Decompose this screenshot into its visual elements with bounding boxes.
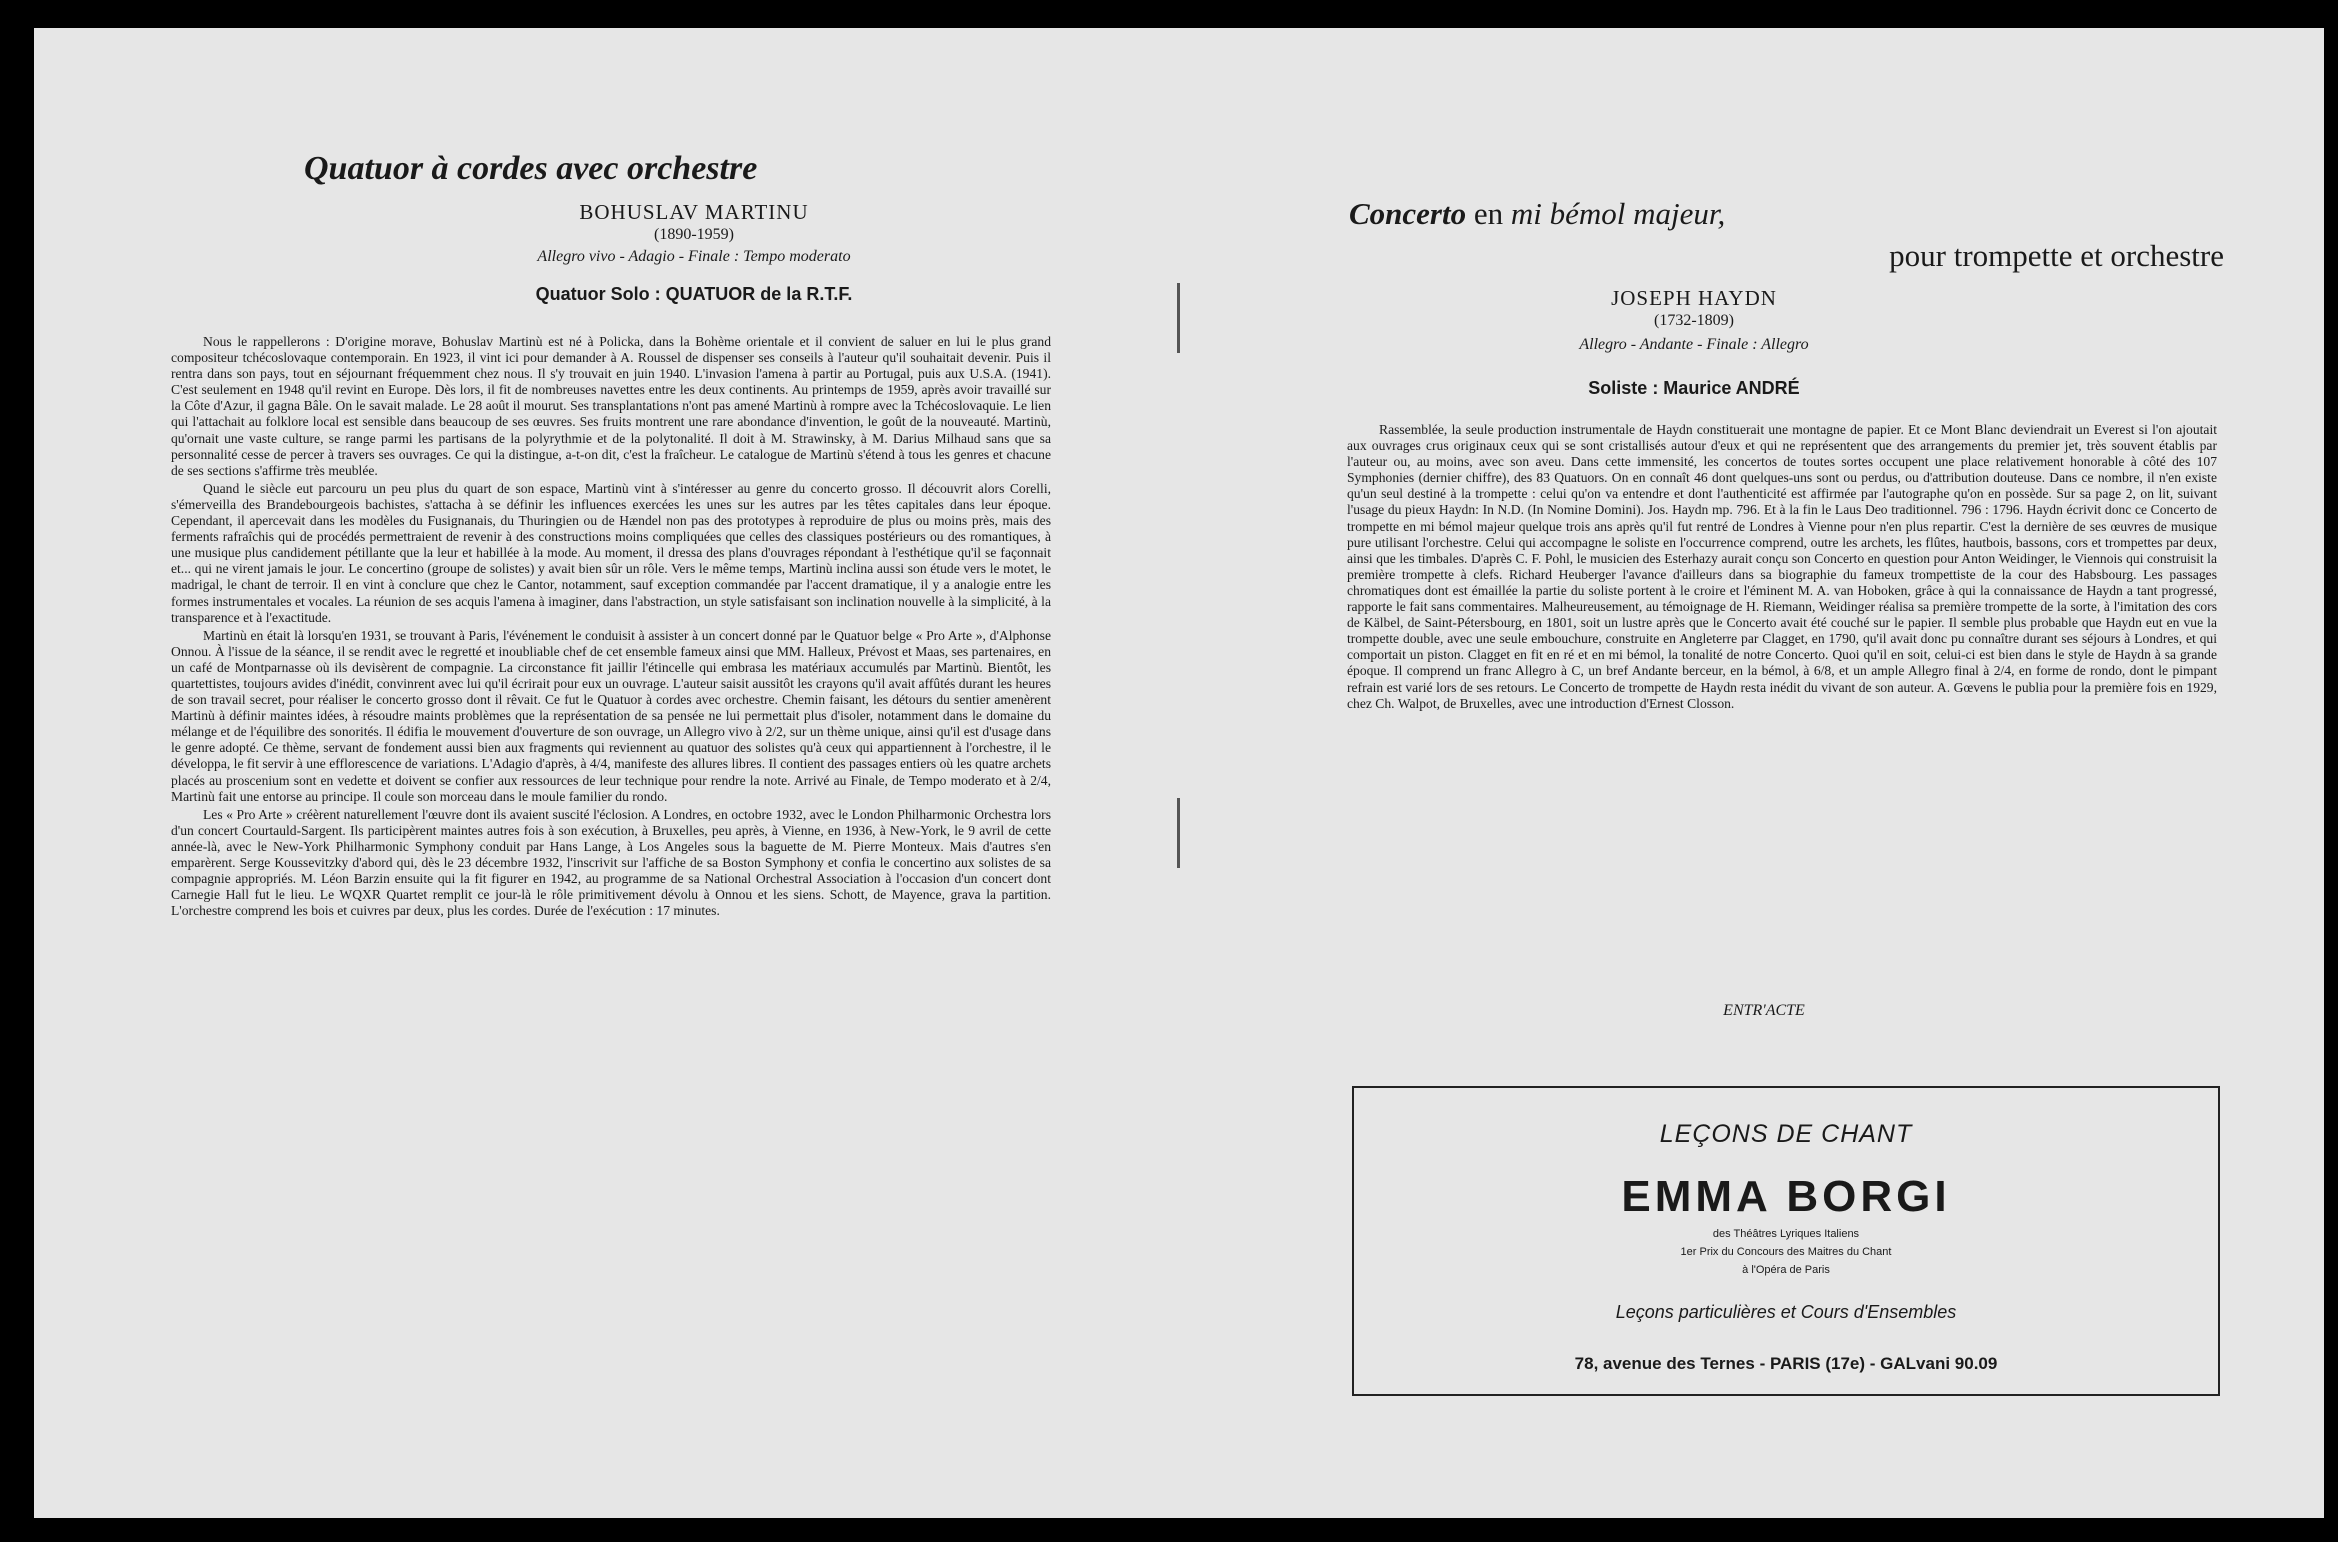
composer-name: JOSEPH HAYDN xyxy=(1611,286,1777,310)
program-notes xyxy=(171,334,1051,921)
ad-address: 78, avenue des Ternes - PARIS (17e) - GALvani 90.09 xyxy=(1574,1354,1998,1373)
intermission-label: ENTR'ACTE xyxy=(1723,1002,1805,1019)
notes-paragraph: Rassemblée, la seule production instrumentale de Haydn constituerait une montagne de papier. Et ce Mont Blanc deviendrait un Everest si l'on ajoutait aux ouvrages crus originaux ceux qui se sont cristallisés autour d'eux et qui ne représentent que des arrangements du premier jet, très souvent établis par l'auteur ou, au moins, avec son aveu. Dans cette immensité, les concertos de toutes sortes occupent une place relativement honorable à côté des 107 Symphonies (dernier chiffre), des 83 Quatuors. On en connaît 46 dont quelques-uns sont ou perdus, ou d'attribution douteuse. Dans ce nombre, il n'en existe qu'un seul destiné à la trompette : celui qu'on va entendre et dont l'authenticité est affirmée par l'autographe qu'on en possède. Sur sa page 2, on lit, suivant l'usage du pieux Haydn: In N.D. (In Nomine Domini). Jos. Haydn mp. 796. Et à la fin le Laus Deo traditionnel. 796 : 1796. Haydn écrivit donc ce Concerto de trompette en mi bémol majeur quelque trois ans après qu'il fut rentré de Londres à Vienne pour n'en plus repartir. C'est la dernière de ses œuvres de musique pure utilisant l'orchestre. Celui qui accompagne le soliste en l'occurrence comprend, outre les archets, les flûtes, hautbois, bassons, cors et trompettes par deux, ainsi que les timbales. D'après C. F. Pohl, le musicien des Esterhazy aurait conçu son Concerto en question pour Anton Weidinger, le Viennois qui construisit la première trompette à clefs. Richard Heuberger l'avance d'ailleurs dans sa biographie du fameux trompettiste de la cour des Habsbourg. Les passages chromatiques dont est émaillée la partie du soliste portent à le croire et l'éminent M. A. van Hoboken, grâce à qui la connaissance de Haydn a tant progressé, rapporte le fait sans commentaires. Malheureusement, au témoignage de H. Riemann, Weidinger réalisa sa première trompette de la sorte, à l'imitation des cors de Kälbel, de Saint-Pétersbourg, en 1801, soit un lustre après que le Concerto avait été couché sur le papier. Il semble plus probable que Haydn eut en vue la trompette double, avec une seule embouchure, construite en Angleterre par Clagget, en 1790, qu'il avait donc pu connaître durant ses séjours à Londres, et qui comportait un piston. Clagget en fit en ré et en mi bémol, la tonalité de notre Concerto. Quoi qu'il en soit, celui-ci est bien dans le style de Haydn à sa grande époque. Il comprend un franc Allegro à C, un bref Andante berceur, en la bémol, à 6/8, et un ample Allegro final à 2/4, en forme de rondo, dont le pimpant refrain est varié lors de ses retours. Le Concerto de trompette de Haydn resta inédit du vivant de son auteur. A. Gœvens le publia pour la première fois en 1929, chez Ch. Walpot, de Bruxelles, avec une introduction d'Ernest Closson. xyxy=(1347,422,2217,711)
ad-heading: LEÇONS DE CHANT xyxy=(1659,1120,1913,1148)
composer-dates: (1890-1959) xyxy=(654,226,734,243)
piece-subtitle: pour trompette et orchestre xyxy=(1889,238,2224,273)
ad-name: EMMA BORGI xyxy=(1621,1172,1951,1221)
notes-paragraph: Les « Pro Arte » créèrent naturellement l'œuvre dont ils avaient suscité l'éclosion. A Londres, en octobre 1932, avec le London Philharmonic Orchestra lors d'un concert Courtauld-Sargent. Ils participèrent maintes autres fois à son exécution, à Bruxelles, peu après, à Vienne, en 1936, à New-York, le 9 avril de cette année-là, avec le New-York Philharmonic Symphony conduit par Hans Lange, à Los Angeles sous la baguette de M. Pierre Monteux. Mais d'autres s'en emparèrent. Serge Koussevitzky d'abord qui, dès le 23 décembre 1932, l'inscrivit sur l'affiche de sa Boston Symphony et confia le concertino aux solistes de sa compagnie appropriés. M. Léon Barzin ensuite qui la fit figurer en 1942, au programme de sa National Orchestral Association à l'occasion d'un concert dont Carnegie Hall fut le lieu. Le WQXR Quartet remplit ce jour-là le rôle primitivement dévolu à Onnou et les siens. Schott, de Mayence, grava la partition. L'orchestre comprend les bois et cuivres par deux, plus les cordes. Durée de l'exécution : 17 minutes. xyxy=(171,806,1051,919)
movements: Allegro vivo - Adagio - Finale : Tempo moderato xyxy=(537,248,851,265)
soloist-line: Quatuor Solo : QUATUOR de la R.T.F. xyxy=(535,284,853,304)
program-notes xyxy=(1347,422,2217,712)
program-spread xyxy=(34,28,2324,1518)
notes-paragraph: Quand le siècle eut parcouru un peu plus du quart de son espace, Martinù vint à s'intéresser au genre du concerto grosso. Il découvrit alors Corelli, s'émerveilla des Brandebourgeois bachistes, s'attacha à se définir les influences exercées les unes sur les autres par les têtes capitales dans leur époque. Cependant, il apercevait dans les modèles du Fusignanais, du Thuringien ou de Hændel non pas des prototypes à reproduire de plus ou moins près, mais des ferments rafraîchis qui de procédés permettraient de revenir à des constructions moins compliquées que celles des classiques postérieurs ou des romantiques, à une musique plus candidement pétillante que la leur et habillée à la mode. Au moment, il dressa des plans d'ouvrages répondant à l'esthétique qu'il se façonnait et... qui ne virent jamais le jour. Le concertino (groupe de solistes) y avait bien sûr un rôle. Vers le même temps, Martinù inclina aussi son étude vers le motet, le madrigal, le chant de terroir. Il en vint à conclure que chez le Cantor, notamment, sauf exception commandée par l'accent dramatique, il y a analogie entre les formes instrumentales et vocales. La réunion de ses acquis l'amena à imaginer, dans l'abstraction, un style satisfaisant son inclination nouvelle à la simplicité, à la transparence et à l'exactitude. xyxy=(171,480,1051,625)
notes-paragraph: Nous le rappellerons : D'origine morave, Bohuslav Martinù est né à Policka, dans la Bohème orientale et il convient de saluer en lui le plus grand compositeur tchécoslovaque contemporain. En 1923, il vint ici pour demander à A. Roussel de dispenser ses conseils à l'auteur qu'il souhaitait devenir. Puis il rentra dans son pays, tout en séjournant fréquemment chez nous. Il s'y trouvait en juin 1940. L'invasion l'amena à partir au Portugal, puis aux U.S.A. (1941). C'est seulement en 1948 qu'il revint en Europe. Dès lors, il fit de nombreuses navettes entre les deux continents. Au printemps de 1959, après avoir travaillé sur la Côte d'Azur, il gagna Bâle. On le savait malade. Le 28 août il mourut. Ses transplantations n'ont pas amené Martinù à rompre avec la Tchécoslovaquie. Le lien qui l'attachait au folklore local est sensible dans beaucoup de ses œuvres. Ses fruits montrent une rare abondance d'invention, le goût de la nouveauté. Martinù, qu'ornait une vaste culture, se range parmi les partisans de la polyrythmie et de la polytonalité. Il doit à M. Strawinsky, à M. Darius Milhaud sans que sa personnalité cesse de percer à travers ses ouvrages. Ce qui la distingue, a-t-on dit, c'est la fraîcheur. Le catalogue de Martinù s'étend à tous les genres et chacune de ses sections s'affirme très meublée. xyxy=(171,334,1051,478)
ad-detail: des Théâtres Lyriques Italiens xyxy=(1712,1228,1860,1240)
ad-subtitle: Leçons particulières et Cours d'Ensembles xyxy=(1615,1302,1957,1322)
piece-title: Concerto en mi bémol majeur, xyxy=(1349,196,1726,231)
piece-title: Quatuor à cordes avec orchestre xyxy=(304,150,758,187)
left-page xyxy=(34,28,1179,1518)
advertisement xyxy=(1352,1086,2220,1396)
soloist-line: Soliste : Maurice ANDRÉ xyxy=(1588,378,1800,398)
movements: Allegro - Andante - Finale : Allegro xyxy=(1579,336,1809,353)
ad-detail: 1er Prix du Concours des Maitres du Chant xyxy=(1680,1246,1892,1258)
composer-name: BOHUSLAV MARTINU xyxy=(579,200,809,224)
notes-paragraph: Martinù en était là lorsqu'en 1931, se trouvant à Paris, l'événement le conduisit à assister à un concert donné par le Quatuor belge « Pro Arte », d'Alphonse Onnou. À l'issue de la séance, il se rendit avec le regretté et inoubliable chef de cet ensemble fameux ainsi que MM. Halleux, Prévost et Maas, ses partenaires, en un café de Montparnasse où ils devisèrent de compagnie. La circonstance fit jaillir l'étincelle qui embrasa les matériaux accumulés par Martinù. Bientôt, les quartettistes, toujours avides d'inédit, convinrent avec lui qu'il écrirait pour eux un ouvrage. L'auteur saisit aussitôt les crayons qu'il avait affûtés durant les heures de son travail secret, pour réaliser le concerto grosso dont il rêvait. Ce fut le Quatuor à cordes avec orchestre. Chemin faisant, les détours du sentier amenèrent Martinù à définir maintes idées, à résoudre maints problèmes que la représentation de sa pensée ne lui permettait plus d'isoler, notamment dans le domaine du mélange et de l'équilibre des sonorités. Il édifia le mouvement d'ouverture de son ouvrage, un Allegro vivo à 2/2, sur un thème unique, ainsi qu'il est d'usage dans le genre adopté. Ce thème, servant de fondement aussi bien aux fragments qui reviennent au quatuor des solistes qu'à ceux qui appartiennent à l'orchestre, il le développa, le fit servir à une efflorescence de variations. L'Adagio d'après, à 4/4, manifeste des allures libres. Il contient des passages entiers où les quatre archets placés au proscenium sont en vedette et doivent se confier aux ressources de leur technique pour rendre la note. Arrivé au Finale, de Tempo moderato et à 2/4, Martinù fait une entorse au principe. Il coule son morceau dans le moule familier du rondo. xyxy=(171,627,1051,804)
ad-detail: à l'Opéra de Paris xyxy=(1742,1264,1830,1276)
composer-dates: (1732-1809) xyxy=(1654,312,1734,329)
